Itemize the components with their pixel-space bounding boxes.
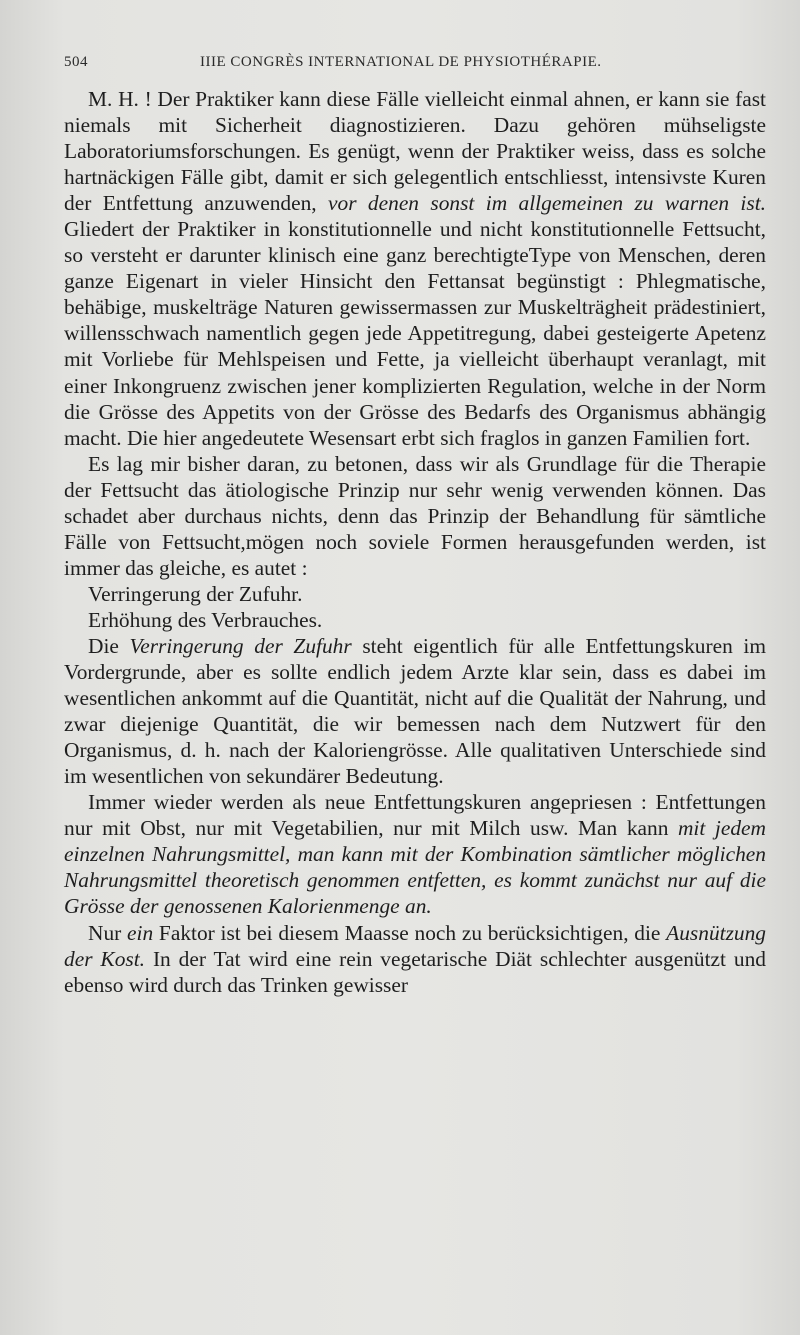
paragraph-4-italic: Verringerung der Zufuhr [129, 633, 352, 658]
running-title: IIIE CONGRÈS INTERNATIONAL DE PHYSIOTHÉRAPIE. [200, 54, 602, 70]
running-header [64, 54, 764, 78]
principle-line-1: Verringerung der Zufuhr. [88, 581, 303, 606]
paragraph-5 [64, 789, 766, 919]
paragraph-5-text-a: Immer wieder werden als neue Entfettungskuren angepriesen : Entfettungen nur mit Obst, nur mit Vegetabilien, nur mit Milch usw. Man kann [64, 790, 766, 841]
paragraph-6 [64, 920, 766, 998]
paragraph-6-text-b: Faktor ist bei diesem Maasse noch zu berücksichtigen, die [158, 920, 661, 945]
paragraph-6-italic-a: ein [127, 920, 154, 945]
paragraph-5-italic: mit jedem einzelnen Nahrungsmittel, man kann mit der Kombination sämtlicher möglichen Nahrungsmittel theoretisch genommen entfetten, es kommt zunächst nur auf die Grösse der genossenen Kalorienmenge an. [64, 816, 766, 919]
body-text [64, 86, 766, 998]
paragraph-1 [64, 86, 766, 451]
paragraph-4-text-a: Die [88, 633, 119, 658]
paragraph-6-text-a: Nur [88, 920, 122, 945]
paragraph-1-text-a: M. H. ! Der Praktiker kann diese Fälle vielleicht einmal ahnen, er kann sie fast niemals mit Sicherheit diagnostizieren. Dazu gehören mühseligste Laboratoriumsforschungen. Es genügt, wenn der Praktiker weiss, dass es solche hartnäckigen Fälle gibt, damit er sich gelegentlich entschliesst, intensivste Kuren der Entfettung anzuwenden, [64, 87, 766, 216]
paragraph-1-italic: vor denen sonst im allgemeinen zu warnen ist. [328, 191, 766, 216]
paragraph-2 [64, 451, 766, 581]
paragraph-4 [64, 633, 766, 789]
paragraph-4-text-b: steht eigentlich für alle Entfettungskuren im Vordergrunde, aber es sollte endlich jedem Arzte klar sein, dass es dabei im wesentlichen ankommt auf die Quantität, nicht auf die Qualität der Nahrung, und zwar diejenige Quantität, die wir bemessen nach dem Nutzwert für den Organismus, d. h. nach der Kaloriengrösse. Alle qualitativen Unterschiede sind im wesentlichen von sekundärer Bedeutung. [64, 633, 766, 789]
paragraph-1-text-b: Gliedert der Praktiker in konstitutionnelle und nicht konstitutionnelle Fettsucht, so versteht er darunter klinisch eine ganz berechtigteType von Menschen, deren ganze Eigenart in vieler Hinsicht den Fettansat begünstigt : Phlegmatische, behäbige, muskelträge Naturen gewissermassen zur Muskelträgheit prädestiniert, willensschwach namentlich gegen jede Appetitregung, dabei gesteigerte Apetenz mit Vorliebe für Mehlspeisen und Fette, ja vielleicht überhaupt veranlagt, mit einer Inkongruenz zwischen jener komplizierten Regulation, welche in der Norm die Grösse des Appetits von der Grösse des Bedarfs des Organismus abhängig macht. Die hier angedeutete Wesensart erbt sich fraglos in ganzen Familien fort. [64, 217, 766, 450]
paragraph-6-italic-b: Ausnützung der Kost. [64, 920, 767, 971]
paragraph-2-text: Es lag mir bisher daran, zu betonen, dass wir als Grundlage für die Therapie der Fettsucht das ätiologische Prinzip nur sehr wenig verwenden können. Das schadet aber durchaus nichts, denn das Prinzip der Behandlung für sämtliche Fälle von Fettsucht,mögen noch soviele Formen herausgefunden werden, ist immer das gleiche, es autet : [64, 451, 766, 580]
principle-line-2: Erhöhung des Verbrauches. [88, 607, 323, 632]
paragraph-6-text-c: In der Tat wird eine rein vegetarische Diät schlechter ausgenützt und ebenso wird durch das Trinken gewisser [64, 946, 766, 997]
page-number: 504 [64, 54, 88, 70]
